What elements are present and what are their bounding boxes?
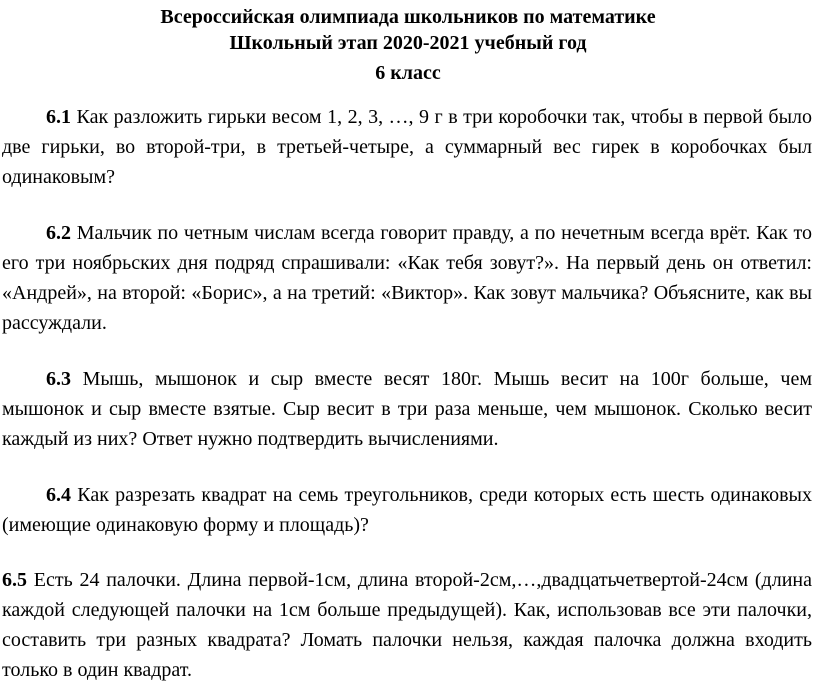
problem-3: [2, 364, 812, 454]
problem-2: [2, 218, 812, 338]
problem-1-number: 6.1: [46, 106, 71, 128]
olympiad-title: Всероссийская олимпиада школьников по математике: [160, 6, 656, 28]
problem-4: [2, 480, 812, 540]
problem-4-number: 6.4: [46, 484, 71, 506]
problem-5: [2, 565, 812, 685]
stage-title: Школьный этап 2020-2021 учебный год: [229, 32, 587, 54]
problem-4-text: Как разрезать квадрат на семь треугольников, среди которых есть шесть одинаковых (имеющие одинаковую форму и площадь)?: [2, 484, 812, 536]
problem-1: [2, 102, 812, 192]
problem-1-text: Как разложить гирьки весом 1, 2, 3, …, 9 г в три коробочки так, чтобы в первой было две гирьки, во второй-три, в третьей-четыре, а суммарный вес гирек в коробочках был одинаковым?: [2, 106, 813, 188]
problem-2-number: 6.2: [46, 222, 71, 244]
problem-3-text: Мышь, мышонок и сыр вместе весят 180г. Мышь весит на 100г больше, чем мышонок и сыр вместе взятые. Сыр весит в три раза меньше, чем мышонок. Сколько весит каждый из них? Ответ нужно подтвердить вычислениями.: [2, 368, 813, 450]
grade-title: 6 класс: [375, 62, 441, 84]
problem-3-number: 6.3: [46, 368, 71, 390]
problem-5-number: 6.5: [2, 569, 27, 591]
problem-2-text: Мальчик по четным числам всегда говорит правду, а по нечетным всегда врёт. Как то его три ноябрьских дня подряд спрашивали: «Как тебя зовут?». На первый день он ответил: «Андрей», на второй: «Борис», а на третий: «Виктор». Как зовут мальчика? Объясните, как вы рассуждали.: [2, 222, 812, 334]
problem-5-text: Есть 24 палочки. Длина первой-1см, длина второй-2см,…,двадцатьчетвертой-24см (длина каждой следующей палочки на 1см больше предыдущей). Как, использовав все эти палочки, составить три разных квадрата? Ломать палочки нельзя, каждая палочка должна входить только в один квадрат.: [2, 569, 812, 681]
